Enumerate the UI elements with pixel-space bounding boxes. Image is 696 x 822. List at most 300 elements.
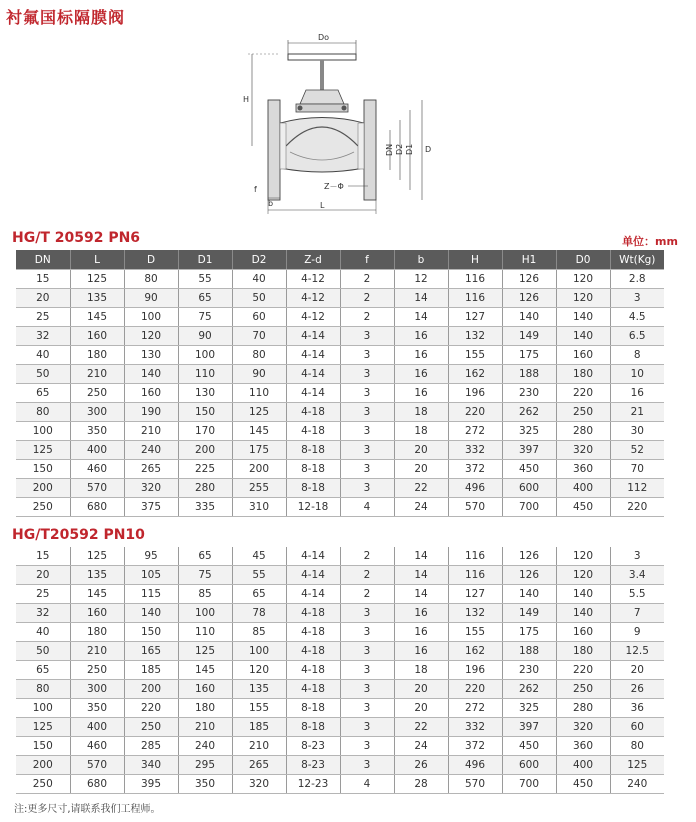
table-cell: 180: [70, 623, 124, 642]
table-cell: 450: [556, 498, 610, 517]
table-cell: 3: [340, 642, 394, 661]
table-cell: 18: [394, 403, 448, 422]
table-cell: 4.5: [610, 308, 664, 327]
table-cell: 150: [16, 460, 70, 479]
table-cell: 14: [394, 585, 448, 604]
table-cell: 372: [448, 737, 502, 756]
table-cell: 180: [556, 365, 610, 384]
table-row: [16, 566, 664, 585]
table-cell: 8-18: [286, 699, 340, 718]
table-row: [16, 403, 664, 422]
table-cell: 196: [448, 661, 502, 680]
table-cell: 210: [178, 718, 232, 737]
table-row: [16, 460, 664, 479]
table-cell: 80: [610, 737, 664, 756]
table-cell: 132: [448, 327, 502, 346]
table-cell: 240: [610, 775, 664, 794]
table-cell: 680: [70, 498, 124, 517]
table-cell: 200: [178, 441, 232, 460]
table-cell: 145: [70, 585, 124, 604]
table-cell: 700: [502, 775, 556, 794]
dim-Zphi: Z－Φ: [324, 182, 344, 191]
table-cell: 190: [124, 403, 178, 422]
table-cell: 180: [70, 346, 124, 365]
table-cell: 7: [610, 604, 664, 623]
table-row: [16, 585, 664, 604]
table-cell: 120: [556, 289, 610, 308]
table-cell: 300: [70, 680, 124, 699]
table-cell: 6.5: [610, 327, 664, 346]
table-cell: 4-12: [286, 270, 340, 289]
table-cell: 320: [232, 775, 286, 794]
table-cell: 210: [124, 422, 178, 441]
table-cell: 4-14: [286, 384, 340, 403]
dim-b: b: [268, 199, 274, 208]
table-cell: 220: [556, 384, 610, 403]
page-title: 衬氟国标隔膜阀: [6, 8, 126, 27]
table-cell: 125: [70, 270, 124, 289]
table-cell: 8-18: [286, 718, 340, 737]
table-cell: 110: [178, 623, 232, 642]
table-cell: 125: [70, 547, 124, 566]
table-cell: 3: [340, 327, 394, 346]
table-cell: 4-14: [286, 585, 340, 604]
table-cell: 3: [340, 479, 394, 498]
table-cell: 130: [178, 384, 232, 403]
table-cell: 220: [448, 403, 502, 422]
column-header: D2: [232, 250, 286, 270]
table-cell: 4-18: [286, 623, 340, 642]
table-cell: 220: [556, 661, 610, 680]
table-cell: 65: [178, 547, 232, 566]
table-cell: 262: [502, 680, 556, 699]
column-header: H: [448, 250, 502, 270]
table-cell: 140: [124, 365, 178, 384]
section1-title: HG/T 20592 PN6: [12, 230, 141, 246]
table-cell: 225: [178, 460, 232, 479]
table-row: [16, 289, 664, 308]
table-row: [16, 661, 664, 680]
table-cell: 210: [232, 737, 286, 756]
table-cell: 4-14: [286, 346, 340, 365]
table-cell: 110: [232, 384, 286, 403]
table-cell: 8-23: [286, 737, 340, 756]
table-row: [16, 365, 664, 384]
table-cell: 4-14: [286, 327, 340, 346]
table-cell: 8-23: [286, 756, 340, 775]
unit-label: 单位：mm: [622, 235, 678, 248]
table-cell: 272: [448, 699, 502, 718]
table-cell: 3: [340, 460, 394, 479]
table-cell: 2: [340, 270, 394, 289]
table-cell: 4: [340, 775, 394, 794]
table-cell: 112: [610, 479, 664, 498]
table-cell: 4-18: [286, 604, 340, 623]
table-cell: 4-18: [286, 403, 340, 422]
table-cell: 320: [556, 441, 610, 460]
table-cell: 2: [340, 566, 394, 585]
table-cell: 170: [178, 422, 232, 441]
column-header: D0: [556, 250, 610, 270]
table-cell: 20: [394, 441, 448, 460]
table-cell: 230: [502, 384, 556, 403]
table-cell: 325: [502, 699, 556, 718]
table-cell: 78: [232, 604, 286, 623]
table-cell: 310: [232, 498, 286, 517]
table-cell: 12-23: [286, 775, 340, 794]
table-cell: 80: [16, 680, 70, 699]
table-cell: 20: [16, 289, 70, 308]
table-cell: 295: [178, 756, 232, 775]
table-cell: 450: [502, 460, 556, 479]
table-cell: 8: [610, 346, 664, 365]
table-cell: 16: [394, 365, 448, 384]
table-cell: 3: [610, 289, 664, 308]
table-cell: 4-18: [286, 642, 340, 661]
table-cell: 150: [124, 623, 178, 642]
table-row: [16, 346, 664, 365]
table-cell: 30: [610, 422, 664, 441]
table-cell: 3: [340, 737, 394, 756]
table-cell: 4-18: [286, 422, 340, 441]
table-cell: 175: [232, 441, 286, 460]
table-cell: 175: [502, 623, 556, 642]
table-cell: 496: [448, 479, 502, 498]
table-cell: 340: [124, 756, 178, 775]
table-cell: 140: [502, 585, 556, 604]
table-cell: 15: [16, 547, 70, 566]
table-cell: 180: [178, 699, 232, 718]
table-cell: 115: [124, 585, 178, 604]
table-cell: 160: [178, 680, 232, 699]
table-cell: 3: [340, 422, 394, 441]
table-cell: 350: [70, 422, 124, 441]
table-row: [16, 441, 664, 460]
table-cell: 185: [232, 718, 286, 737]
table-cell: 95: [124, 547, 178, 566]
dim-L: L: [320, 201, 325, 210]
table-cell: 135: [232, 680, 286, 699]
table-cell: 40: [16, 623, 70, 642]
table-cell: 210: [70, 365, 124, 384]
table-cell: 165: [124, 642, 178, 661]
table-cell: 40: [232, 270, 286, 289]
table-cell: 570: [70, 479, 124, 498]
table-cell: 350: [178, 775, 232, 794]
table-cell: 20: [394, 699, 448, 718]
column-header: H1: [502, 250, 556, 270]
table-cell: 230: [502, 661, 556, 680]
table-cell: 175: [502, 346, 556, 365]
table-cell: 570: [70, 756, 124, 775]
table-cell: 145: [70, 308, 124, 327]
table-cell: 2.8: [610, 270, 664, 289]
table-cell: 496: [448, 756, 502, 775]
table-cell: 22: [394, 479, 448, 498]
table-cell: 25: [16, 308, 70, 327]
table-cell: 320: [556, 718, 610, 737]
table-cell: 100: [178, 346, 232, 365]
table-cell: 155: [232, 699, 286, 718]
table-row: [16, 623, 664, 642]
table-cell: 12.5: [610, 642, 664, 661]
dim-D: D: [425, 145, 432, 154]
table-cell: 280: [178, 479, 232, 498]
table-cell: 400: [556, 479, 610, 498]
table-cell: 4-18: [286, 680, 340, 699]
table-cell: 200: [232, 460, 286, 479]
table-cell: 460: [70, 737, 124, 756]
table-cell: 4-12: [286, 308, 340, 327]
table-cell: 375: [124, 498, 178, 517]
table-cell: 400: [556, 756, 610, 775]
table-cell: 75: [178, 308, 232, 327]
table-cell: 130: [124, 346, 178, 365]
table-cell: 16: [394, 623, 448, 642]
dim-D1: D1: [405, 143, 414, 155]
table-cell: 126: [502, 270, 556, 289]
table-row: [16, 604, 664, 623]
table-row: [16, 270, 664, 289]
table-cell: 400: [70, 718, 124, 737]
table-cell: 2: [340, 547, 394, 566]
table-cell: 3: [340, 718, 394, 737]
table-row: [16, 718, 664, 737]
table-cell: 220: [448, 680, 502, 699]
table-cell: 8-18: [286, 460, 340, 479]
table-cell: 20: [610, 661, 664, 680]
table-cell: 265: [232, 756, 286, 775]
table-cell: 21: [610, 403, 664, 422]
table-cell: 12-18: [286, 498, 340, 517]
table-cell: 265: [124, 460, 178, 479]
table-cell: 8-18: [286, 441, 340, 460]
table-row: [16, 756, 664, 775]
table-cell: 100: [232, 642, 286, 661]
table-cell: 16: [394, 384, 448, 403]
table-cell: 240: [124, 441, 178, 460]
table-cell: 2: [340, 585, 394, 604]
table-cell: 70: [232, 327, 286, 346]
table-cell: 50: [232, 289, 286, 308]
table-cell: 20: [16, 566, 70, 585]
table-cell: 332: [448, 718, 502, 737]
table-cell: 80: [232, 346, 286, 365]
table-cell: 90: [124, 289, 178, 308]
table-cell: 14: [394, 289, 448, 308]
table-cell: 200: [124, 680, 178, 699]
table-cell: 90: [178, 327, 232, 346]
table-cell: 116: [448, 270, 502, 289]
table-cell: 3: [340, 661, 394, 680]
table-cell: 3.4: [610, 566, 664, 585]
table-cell: 255: [232, 479, 286, 498]
table-cell: 65: [178, 289, 232, 308]
table-cell: 20: [394, 460, 448, 479]
table-cell: 65: [232, 585, 286, 604]
table-cell: 60: [232, 308, 286, 327]
column-header: Wt(Kg): [610, 250, 664, 270]
dim-DN: DN: [385, 143, 394, 156]
table-cell: 400: [70, 441, 124, 460]
table-row: [16, 699, 664, 718]
table-cell: 155: [448, 346, 502, 365]
table-cell: 3: [340, 623, 394, 642]
table-cell: 132: [448, 604, 502, 623]
table-cell: 18: [394, 422, 448, 441]
table-cell: 14: [394, 566, 448, 585]
table-cell: 250: [16, 498, 70, 517]
table-cell: 70: [610, 460, 664, 479]
table-cell: 75: [178, 566, 232, 585]
table-cell: 15: [16, 270, 70, 289]
table-cell: 3: [340, 441, 394, 460]
column-header: D: [124, 250, 178, 270]
table-cell: 140: [556, 308, 610, 327]
table-cell: 52: [610, 441, 664, 460]
table-cell: 200: [16, 479, 70, 498]
table-cell: 180: [556, 642, 610, 661]
table-cell: 332: [448, 441, 502, 460]
table-cell: 90: [232, 365, 286, 384]
table-cell: 285: [124, 737, 178, 756]
table-cell: 280: [556, 422, 610, 441]
table-cell: 262: [502, 403, 556, 422]
table-cell: 450: [502, 737, 556, 756]
table-cell: 24: [394, 737, 448, 756]
table-cell: 140: [556, 327, 610, 346]
table-cell: 26: [394, 756, 448, 775]
table-cell: 200: [16, 756, 70, 775]
table-cell: 220: [610, 498, 664, 517]
table-cell: 325: [502, 422, 556, 441]
table-cell: 3: [340, 604, 394, 623]
table-cell: 4-14: [286, 365, 340, 384]
dim-D2: D2: [395, 143, 404, 155]
table-cell: 20: [394, 680, 448, 699]
table-cell: 26: [610, 680, 664, 699]
table-cell: 60: [610, 718, 664, 737]
table-cell: 100: [178, 604, 232, 623]
table-cell: 4: [340, 498, 394, 517]
table-cell: 250: [16, 775, 70, 794]
table-cell: 36: [610, 699, 664, 718]
table-cell: 110: [178, 365, 232, 384]
table-cell: 120: [556, 270, 610, 289]
table-cell: 55: [232, 566, 286, 585]
table-cell: 125: [232, 403, 286, 422]
table-cell: 116: [448, 547, 502, 566]
table-cell: 80: [16, 403, 70, 422]
table-cell: 150: [178, 403, 232, 422]
table-cell: 85: [232, 623, 286, 642]
table-cell: 32: [16, 604, 70, 623]
table-cell: 116: [448, 289, 502, 308]
table-cell: 3: [610, 547, 664, 566]
table-cell: 240: [178, 737, 232, 756]
table-cell: 100: [124, 308, 178, 327]
table-row: [16, 498, 664, 517]
table-cell: 16: [394, 346, 448, 365]
table-cell: 150: [16, 737, 70, 756]
table-cell: 140: [556, 585, 610, 604]
table-cell: 145: [232, 422, 286, 441]
table-cell: 12: [394, 270, 448, 289]
table-cell: 335: [178, 498, 232, 517]
dim-Do: Do: [318, 33, 330, 42]
table-cell: 570: [448, 498, 502, 517]
table-row: [16, 422, 664, 441]
table-cell: 4-14: [286, 566, 340, 585]
dim-H: H: [243, 95, 250, 104]
table-cell: 360: [556, 737, 610, 756]
column-header: D1: [178, 250, 232, 270]
table-row: [16, 479, 664, 498]
table-cell: 280: [556, 699, 610, 718]
table-cell: 28: [394, 775, 448, 794]
table-cell: 32: [16, 327, 70, 346]
table-cell: 16: [610, 384, 664, 403]
table-cell: 210: [70, 642, 124, 661]
table-cell: 450: [556, 775, 610, 794]
table-cell: 3: [340, 384, 394, 403]
table-cell: 160: [124, 384, 178, 403]
column-header: b: [394, 250, 448, 270]
table-cell: 350: [70, 699, 124, 718]
table-cell: 188: [502, 365, 556, 384]
table-cell: 140: [124, 604, 178, 623]
table-cell: 126: [502, 547, 556, 566]
table-cell: 600: [502, 756, 556, 775]
table-cell: 14: [394, 308, 448, 327]
footnote: 注:更多尺寸,请联系我们工程师。: [14, 804, 161, 815]
table-cell: 160: [556, 346, 610, 365]
table-cell: 3: [340, 756, 394, 775]
table-cell: 8-18: [286, 479, 340, 498]
table-cell: 397: [502, 718, 556, 737]
table-cell: 100: [16, 422, 70, 441]
table-cell: 127: [448, 585, 502, 604]
table-cell: 160: [70, 327, 124, 346]
table-cell: 120: [556, 547, 610, 566]
table-cell: 40: [16, 346, 70, 365]
table-cell: 18: [394, 661, 448, 680]
table-cell: 4-18: [286, 661, 340, 680]
table-cell: 55: [178, 270, 232, 289]
table-cell: 155: [448, 623, 502, 642]
table-cell: 3: [340, 680, 394, 699]
table-row: [16, 642, 664, 661]
table-cell: 16: [394, 642, 448, 661]
table-cell: 120: [124, 327, 178, 346]
table-cell: 460: [70, 460, 124, 479]
column-header: f: [340, 250, 394, 270]
table-cell: 105: [124, 566, 178, 585]
table-cell: 149: [502, 604, 556, 623]
table-cell: 45: [232, 547, 286, 566]
table-cell: 680: [70, 775, 124, 794]
table-cell: 188: [502, 642, 556, 661]
table-cell: 9: [610, 623, 664, 642]
table-cell: 196: [448, 384, 502, 403]
table-cell: 600: [502, 479, 556, 498]
table-cell: 3: [340, 403, 394, 422]
table-row: [16, 737, 664, 756]
table-cell: 10: [610, 365, 664, 384]
table-cell: 250: [70, 384, 124, 403]
table-cell: 700: [502, 498, 556, 517]
table-header-row: [16, 250, 664, 270]
